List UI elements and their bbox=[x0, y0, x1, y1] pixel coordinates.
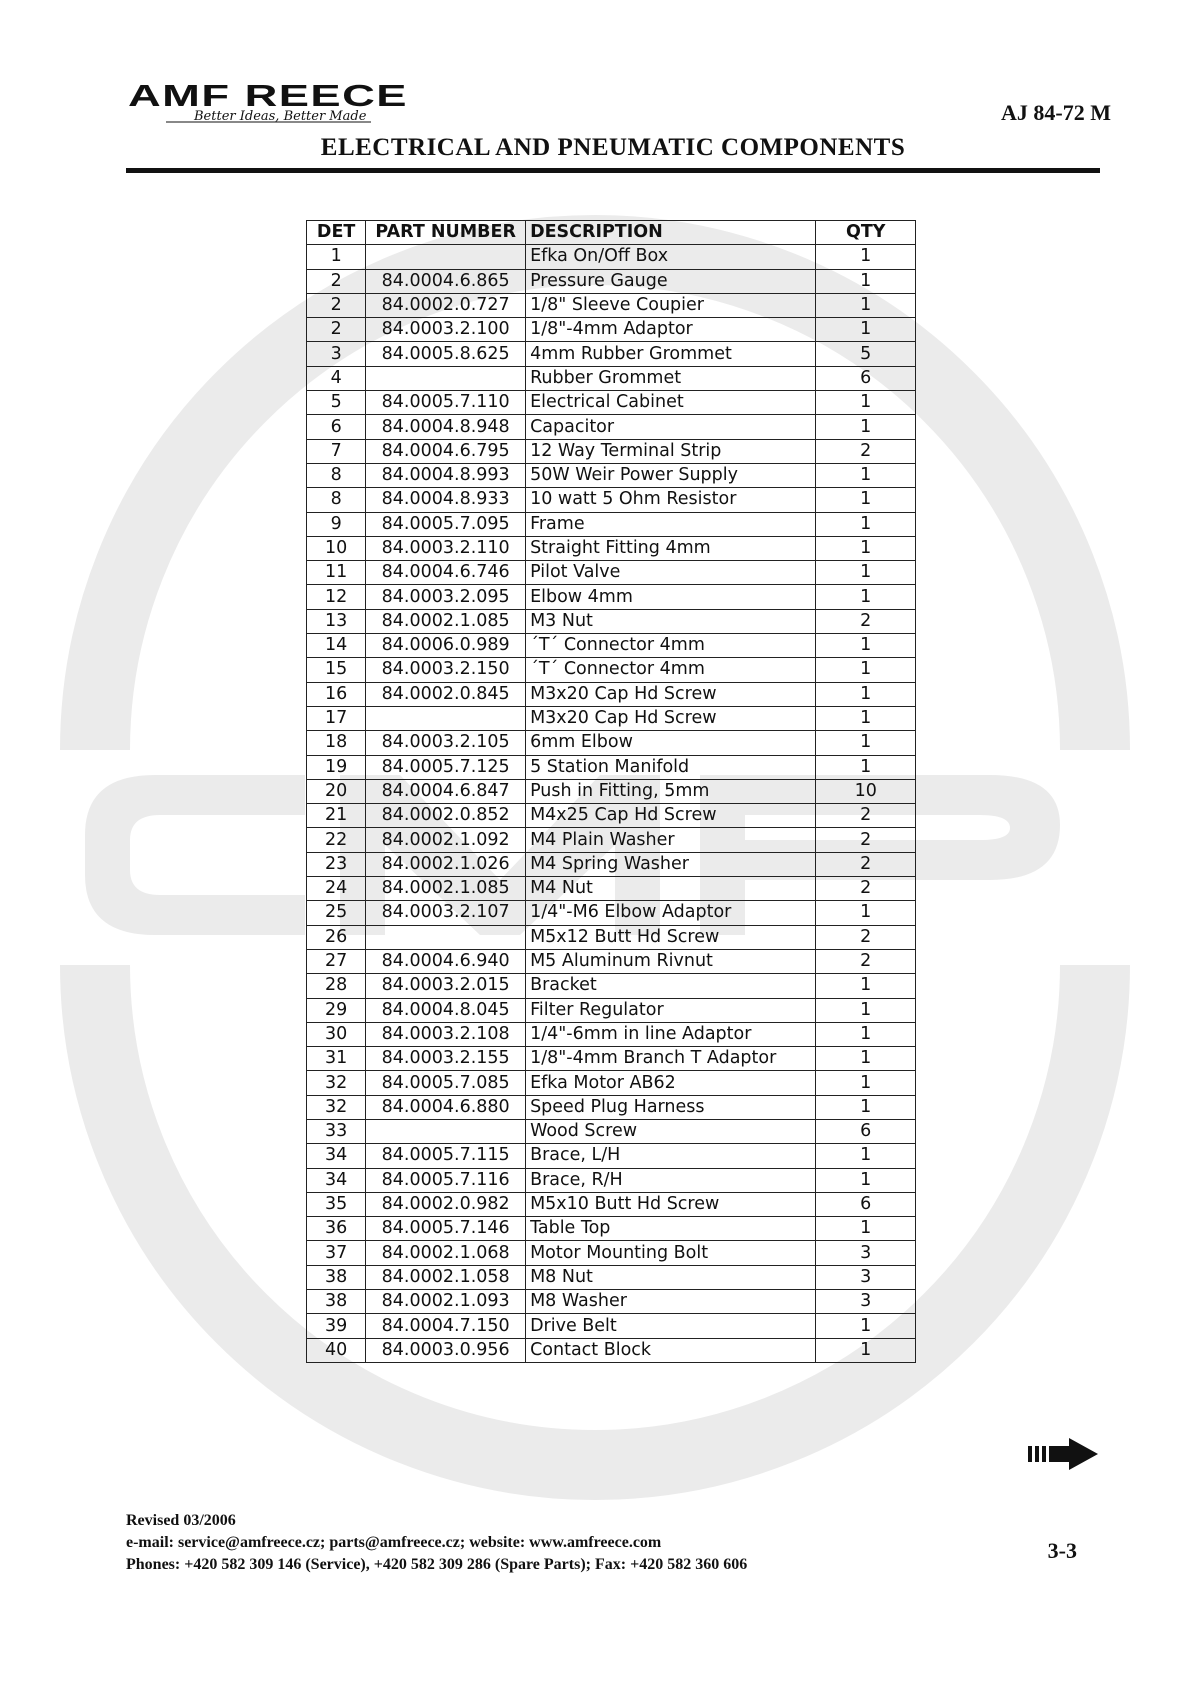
row-description: M5x12 Butt Hd Screw bbox=[526, 925, 816, 949]
row-qty: 1 bbox=[816, 293, 916, 317]
table-row bbox=[307, 901, 916, 925]
row-qty: 1 bbox=[816, 1022, 916, 1046]
table-row bbox=[307, 1217, 916, 1241]
row-description: Elbow 4mm bbox=[526, 585, 816, 609]
header-rule bbox=[126, 168, 1100, 173]
row-qty: 3 bbox=[816, 1241, 916, 1265]
table-row bbox=[307, 706, 916, 730]
row-det: 18 bbox=[307, 731, 366, 755]
row-part-number bbox=[366, 706, 526, 730]
row-description: Bracket bbox=[526, 974, 816, 998]
row-det: 1 bbox=[307, 245, 366, 269]
row-description: M3x20 Cap Hd Screw bbox=[526, 706, 816, 730]
row-description: M3x20 Cap Hd Screw bbox=[526, 682, 816, 706]
next-page-arrow-icon bbox=[1028, 1438, 1098, 1470]
table-row bbox=[307, 609, 916, 633]
row-qty: 5 bbox=[816, 342, 916, 366]
table-row bbox=[307, 488, 916, 512]
table-row bbox=[307, 366, 916, 390]
row-part-number bbox=[366, 1119, 526, 1143]
row-det: 24 bbox=[307, 877, 366, 901]
row-description: M5 Aluminum Rivnut bbox=[526, 949, 816, 973]
row-part-number: 84.0005.7.125 bbox=[366, 755, 526, 779]
row-det: 39 bbox=[307, 1314, 366, 1338]
row-part-number: 84.0004.8.933 bbox=[366, 488, 526, 512]
row-part-number: 84.0003.2.110 bbox=[366, 536, 526, 560]
row-det: 23 bbox=[307, 852, 366, 876]
row-description: 50W Weir Power Supply bbox=[526, 463, 816, 487]
table-row bbox=[307, 779, 916, 803]
table-row bbox=[307, 245, 916, 269]
row-det: 33 bbox=[307, 1119, 366, 1143]
row-description: Capacitor bbox=[526, 415, 816, 439]
table-row bbox=[307, 1022, 916, 1046]
row-qty: 1 bbox=[816, 415, 916, 439]
revision-date: Revised 03/2006 bbox=[126, 1512, 236, 1529]
row-part-number: 84.0004.8.045 bbox=[366, 998, 526, 1022]
table-row bbox=[307, 755, 916, 779]
row-det: 11 bbox=[307, 561, 366, 585]
table-row bbox=[307, 1095, 916, 1119]
row-det: 37 bbox=[307, 1241, 366, 1265]
row-det: 13 bbox=[307, 609, 366, 633]
row-description: 5 Station Manifold bbox=[526, 755, 816, 779]
table-row bbox=[307, 1265, 916, 1289]
row-description: Efka Motor AB62 bbox=[526, 1071, 816, 1095]
table-row bbox=[307, 512, 916, 536]
row-part-number: 84.0002.1.068 bbox=[366, 1241, 526, 1265]
row-det: 8 bbox=[307, 488, 366, 512]
table-row bbox=[307, 1168, 916, 1192]
table-row bbox=[307, 974, 916, 998]
table-row bbox=[307, 439, 916, 463]
table-row bbox=[307, 998, 916, 1022]
row-description: Motor Mounting Bolt bbox=[526, 1241, 816, 1265]
row-det: 40 bbox=[307, 1338, 366, 1362]
table-row bbox=[307, 682, 916, 706]
row-description: 4mm Rubber Grommet bbox=[526, 342, 816, 366]
row-description: Push in Fitting, 5mm bbox=[526, 779, 816, 803]
row-qty: 1 bbox=[816, 731, 916, 755]
row-qty: 1 bbox=[816, 561, 916, 585]
row-part-number: 84.0002.1.085 bbox=[366, 877, 526, 901]
row-qty: 1 bbox=[816, 512, 916, 536]
row-part-number: 84.0003.2.108 bbox=[366, 1022, 526, 1046]
table-row bbox=[307, 561, 916, 585]
row-det: 22 bbox=[307, 828, 366, 852]
row-qty: 1 bbox=[816, 998, 916, 1022]
row-part-number: 84.0002.1.093 bbox=[366, 1290, 526, 1314]
table-row bbox=[307, 634, 916, 658]
row-qty: 2 bbox=[816, 804, 916, 828]
row-qty: 2 bbox=[816, 925, 916, 949]
row-description: M5x10 Butt Hd Screw bbox=[526, 1192, 816, 1216]
row-description: Frame bbox=[526, 512, 816, 536]
row-part-number: 84.0003.2.095 bbox=[366, 585, 526, 609]
row-det: 17 bbox=[307, 706, 366, 730]
table-row bbox=[307, 415, 916, 439]
row-part-number: 84.0004.6.880 bbox=[366, 1095, 526, 1119]
row-part-number: 84.0003.2.155 bbox=[366, 1047, 526, 1071]
row-part-number: 84.0004.6.847 bbox=[366, 779, 526, 803]
row-qty: 2 bbox=[816, 828, 916, 852]
row-det: 4 bbox=[307, 366, 366, 390]
row-det: 36 bbox=[307, 1217, 366, 1241]
row-part-number: 84.0002.0.982 bbox=[366, 1192, 526, 1216]
parts-table bbox=[306, 220, 916, 1363]
footer-contact bbox=[126, 1510, 747, 1576]
row-qty: 2 bbox=[816, 949, 916, 973]
row-qty: 1 bbox=[816, 585, 916, 609]
table-row bbox=[307, 391, 916, 415]
row-description: 1/8"-4mm Adaptor bbox=[526, 318, 816, 342]
row-det: 3 bbox=[307, 342, 366, 366]
table-row bbox=[307, 536, 916, 560]
row-qty: 1 bbox=[816, 1144, 916, 1168]
row-part-number: 84.0005.7.095 bbox=[366, 512, 526, 536]
table-row bbox=[307, 293, 916, 317]
header-part-number: PART NUMBER bbox=[366, 221, 526, 245]
row-qty: 1 bbox=[816, 682, 916, 706]
row-det: 26 bbox=[307, 925, 366, 949]
row-description: Efka On/Off Box bbox=[526, 245, 816, 269]
row-det: 29 bbox=[307, 998, 366, 1022]
row-qty: 1 bbox=[816, 1071, 916, 1095]
row-part-number: 84.0004.8.948 bbox=[366, 415, 526, 439]
row-description: 6mm Elbow bbox=[526, 731, 816, 755]
row-qty: 6 bbox=[816, 366, 916, 390]
row-part-number: 84.0003.2.100 bbox=[366, 318, 526, 342]
row-det: 8 bbox=[307, 463, 366, 487]
row-qty: 1 bbox=[816, 463, 916, 487]
row-description: ´T´ Connector 4mm bbox=[526, 634, 816, 658]
row-qty: 1 bbox=[816, 706, 916, 730]
row-det: 34 bbox=[307, 1168, 366, 1192]
table-row bbox=[307, 1314, 916, 1338]
row-description: 1/8"-4mm Branch T Adaptor bbox=[526, 1047, 816, 1071]
row-qty: 1 bbox=[816, 318, 916, 342]
row-qty: 1 bbox=[816, 1314, 916, 1338]
row-part-number: 84.0002.0.727 bbox=[366, 293, 526, 317]
row-part-number: 84.0003.2.150 bbox=[366, 658, 526, 682]
table-row bbox=[307, 925, 916, 949]
row-part-number: 84.0004.8.993 bbox=[366, 463, 526, 487]
amf-reece-logo bbox=[126, 80, 416, 126]
row-description: Pressure Gauge bbox=[526, 269, 816, 293]
row-part-number: 84.0003.2.107 bbox=[366, 901, 526, 925]
row-part-number bbox=[366, 245, 526, 269]
row-det: 14 bbox=[307, 634, 366, 658]
header-qty: QTY bbox=[816, 221, 916, 245]
row-description: Electrical Cabinet bbox=[526, 391, 816, 415]
table-row bbox=[307, 318, 916, 342]
row-det: 7 bbox=[307, 439, 366, 463]
table-row bbox=[307, 1241, 916, 1265]
row-part-number: 84.0004.7.150 bbox=[366, 1314, 526, 1338]
row-description: Straight Fitting 4mm bbox=[526, 536, 816, 560]
page-title: ELECTRICAL AND PNEUMATIC COMPONENTS bbox=[320, 134, 906, 161]
parts-table-body bbox=[307, 245, 916, 1363]
row-part-number bbox=[366, 366, 526, 390]
row-det: 19 bbox=[307, 755, 366, 779]
table-row bbox=[307, 1338, 916, 1362]
row-det: 16 bbox=[307, 682, 366, 706]
row-qty: 6 bbox=[816, 1119, 916, 1143]
row-qty: 1 bbox=[816, 269, 916, 293]
row-qty: 2 bbox=[816, 609, 916, 633]
row-det: 27 bbox=[307, 949, 366, 973]
table-row bbox=[307, 877, 916, 901]
row-det: 38 bbox=[307, 1290, 366, 1314]
row-description: Pilot Valve bbox=[526, 561, 816, 585]
contact-email: e-mail: service@amfreece.cz; parts@amfreece.cz; website: www.amfreece.com bbox=[126, 1534, 662, 1551]
row-part-number: 84.0006.0.989 bbox=[366, 634, 526, 658]
row-description: Filter Regulator bbox=[526, 998, 816, 1022]
row-part-number: 84.0002.1.058 bbox=[366, 1265, 526, 1289]
row-part-number: 84.0002.0.845 bbox=[366, 682, 526, 706]
row-qty: 3 bbox=[816, 1265, 916, 1289]
row-det: 6 bbox=[307, 415, 366, 439]
row-part-number: 84.0005.8.625 bbox=[366, 342, 526, 366]
row-qty: 1 bbox=[816, 245, 916, 269]
row-description: Brace, L/H bbox=[526, 1144, 816, 1168]
table-row bbox=[307, 828, 916, 852]
header-det: DET bbox=[307, 221, 366, 245]
row-det: 38 bbox=[307, 1265, 366, 1289]
row-description: Brace, R/H bbox=[526, 1168, 816, 1192]
row-qty: 10 bbox=[816, 779, 916, 803]
row-qty: 2 bbox=[816, 877, 916, 901]
row-description: Speed Plug Harness bbox=[526, 1095, 816, 1119]
row-description: Table Top bbox=[526, 1217, 816, 1241]
row-det: 21 bbox=[307, 804, 366, 828]
row-part-number: 84.0005.7.115 bbox=[366, 1144, 526, 1168]
row-description: M8 Nut bbox=[526, 1265, 816, 1289]
row-part-number: 84.0005.7.116 bbox=[366, 1168, 526, 1192]
row-qty: 1 bbox=[816, 901, 916, 925]
row-qty: 1 bbox=[816, 658, 916, 682]
row-description: Rubber Grommet bbox=[526, 366, 816, 390]
row-description: ´T´ Connector 4mm bbox=[526, 658, 816, 682]
row-det: 12 bbox=[307, 585, 366, 609]
contact-phones: Phones: +420 582 309 146 (Service), +420 582 309 286 (Spare Parts); Fax: +420 582 360 606 bbox=[126, 1556, 748, 1573]
row-qty: 1 bbox=[816, 1338, 916, 1362]
table-row bbox=[307, 949, 916, 973]
table-row bbox=[307, 463, 916, 487]
row-det: 25 bbox=[307, 901, 366, 925]
row-part-number: 84.0004.6.865 bbox=[366, 269, 526, 293]
table-row bbox=[307, 1144, 916, 1168]
row-part-number: 84.0004.6.746 bbox=[366, 561, 526, 585]
row-qty: 1 bbox=[816, 1047, 916, 1071]
row-qty: 1 bbox=[816, 974, 916, 998]
row-det: 10 bbox=[307, 536, 366, 560]
row-det: 35 bbox=[307, 1192, 366, 1216]
row-description: M8 Washer bbox=[526, 1290, 816, 1314]
row-description: 10 watt 5 Ohm Resistor bbox=[526, 488, 816, 512]
row-qty: 2 bbox=[816, 439, 916, 463]
row-det: 28 bbox=[307, 974, 366, 998]
table-row bbox=[307, 804, 916, 828]
header-description: DESCRIPTION bbox=[526, 221, 816, 245]
row-det: 32 bbox=[307, 1071, 366, 1095]
row-det: 20 bbox=[307, 779, 366, 803]
row-description: Drive Belt bbox=[526, 1314, 816, 1338]
row-part-number: 84.0003.0.956 bbox=[366, 1338, 526, 1362]
row-qty: 3 bbox=[816, 1290, 916, 1314]
table-row bbox=[307, 1071, 916, 1095]
row-qty: 1 bbox=[816, 1168, 916, 1192]
row-description: 1/4"-6mm in line Adaptor bbox=[526, 1022, 816, 1046]
table-row bbox=[307, 1119, 916, 1143]
row-part-number: 84.0005.7.110 bbox=[366, 391, 526, 415]
row-description: Wood Screw bbox=[526, 1119, 816, 1143]
row-det: 2 bbox=[307, 318, 366, 342]
table-row bbox=[307, 585, 916, 609]
row-description: M4 Nut bbox=[526, 877, 816, 901]
row-part-number bbox=[366, 925, 526, 949]
row-part-number: 84.0004.6.940 bbox=[366, 949, 526, 973]
row-qty: 1 bbox=[816, 755, 916, 779]
table-row bbox=[307, 342, 916, 366]
row-part-number: 84.0002.0.852 bbox=[366, 804, 526, 828]
row-det: 2 bbox=[307, 269, 366, 293]
row-description: 1/8" Sleeve Coupier bbox=[526, 293, 816, 317]
table-row bbox=[307, 731, 916, 755]
row-qty: 1 bbox=[816, 1095, 916, 1119]
model-number: AJ 84-72 M bbox=[1001, 100, 1111, 125]
row-det: 30 bbox=[307, 1022, 366, 1046]
row-description: M4 Plain Washer bbox=[526, 828, 816, 852]
row-qty: 1 bbox=[816, 634, 916, 658]
table-row bbox=[307, 658, 916, 682]
row-det: 34 bbox=[307, 1144, 366, 1168]
row-part-number: 84.0004.6.795 bbox=[366, 439, 526, 463]
row-det: 15 bbox=[307, 658, 366, 682]
table-row bbox=[307, 1192, 916, 1216]
table-row bbox=[307, 269, 916, 293]
row-description: M3 Nut bbox=[526, 609, 816, 633]
row-part-number: 84.0002.1.026 bbox=[366, 852, 526, 876]
svg-text:Better Ideas, Better Made: Better Ideas, Better Made bbox=[194, 109, 367, 124]
row-det: 9 bbox=[307, 512, 366, 536]
table-row bbox=[307, 1290, 916, 1314]
row-description: M4 Spring Washer bbox=[526, 852, 816, 876]
row-description: 1/4"-M6 Elbow Adaptor bbox=[526, 901, 816, 925]
row-description: Contact Block bbox=[526, 1338, 816, 1362]
row-det: 5 bbox=[307, 391, 366, 415]
row-qty: 2 bbox=[816, 852, 916, 876]
row-qty: 1 bbox=[816, 488, 916, 512]
row-description: 12 Way Terminal Strip bbox=[526, 439, 816, 463]
row-description: M4x25 Cap Hd Screw bbox=[526, 804, 816, 828]
row-det: 32 bbox=[307, 1095, 366, 1119]
svg-text:AMF REECE: AMF REECE bbox=[128, 80, 408, 113]
row-qty: 1 bbox=[816, 1217, 916, 1241]
row-qty: 1 bbox=[816, 536, 916, 560]
row-qty: 6 bbox=[816, 1192, 916, 1216]
row-det: 31 bbox=[307, 1047, 366, 1071]
row-part-number: 84.0005.7.085 bbox=[366, 1071, 526, 1095]
table-row bbox=[307, 1047, 916, 1071]
row-part-number: 84.0003.2.015 bbox=[366, 974, 526, 998]
row-part-number: 84.0002.1.092 bbox=[366, 828, 526, 852]
row-det: 2 bbox=[307, 293, 366, 317]
row-part-number: 84.0003.2.105 bbox=[366, 731, 526, 755]
row-part-number: 84.0005.7.146 bbox=[366, 1217, 526, 1241]
row-qty: 1 bbox=[816, 391, 916, 415]
page-number: 3-3 bbox=[1047, 1538, 1077, 1563]
table-header-row bbox=[307, 221, 916, 245]
row-part-number: 84.0002.1.085 bbox=[366, 609, 526, 633]
table-row bbox=[307, 852, 916, 876]
